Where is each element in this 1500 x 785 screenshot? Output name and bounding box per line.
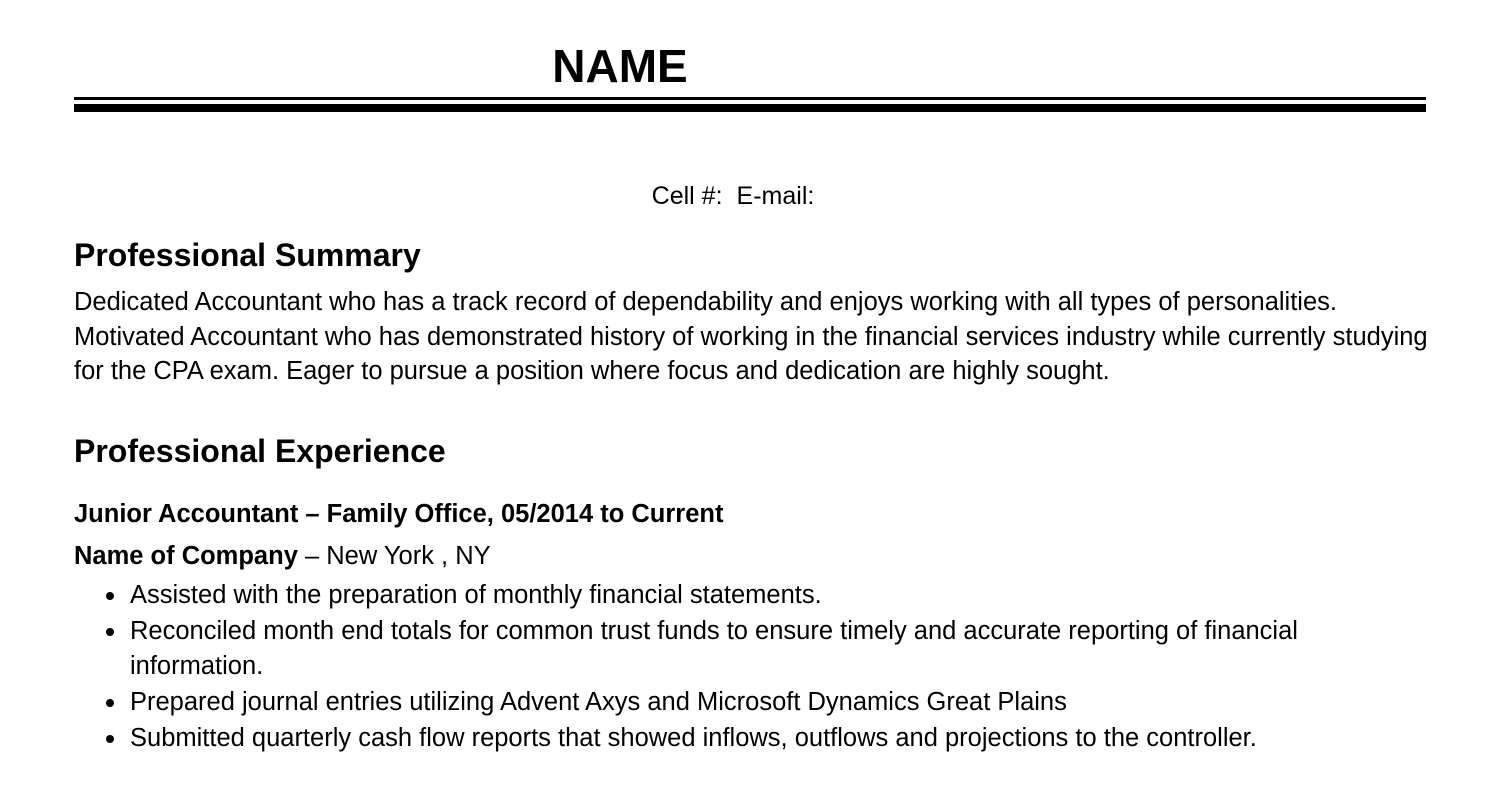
list-item: Assisted with the preparation of monthly financial statements. (130, 578, 1430, 613)
list-item: Reconciled month end totals for common trust funds to ensure timely and accurate reporting of financial information. (130, 614, 1430, 683)
list-item: Submitted quarterly cash flow reports that showed inflows, outflows and projections to the controller. (130, 721, 1430, 756)
company-name: Name of Company (74, 542, 298, 570)
job-bullets (74, 578, 1430, 757)
summary-text: Dedicated Accountant who has a track record of dependability and enjoys working with all types of personalities. Motivated Accountant who has demonstrated history of working in the financial services industry while currently studying for the CPA exam. Eager to pursue a position where focus and dedication are highly sought. (74, 288, 1428, 385)
company-location: – New York , NY (297, 542, 491, 570)
contact-line (0, 181, 1466, 211)
resume-name: NAME (552, 40, 688, 92)
cell-label: Cell #: (651, 182, 723, 210)
job-company-line (74, 541, 491, 571)
summary-heading: Professional Summary (74, 237, 421, 273)
list-item: Prepared journal entries utilizing Advent Axys and Microsoft Dynamics Great Plains (130, 685, 1430, 720)
header-divider-thick (74, 104, 1426, 112)
job-title: Junior Accountant – Family Office, 05/2014 to Current (74, 500, 724, 528)
header-divider-thin (74, 97, 1426, 100)
email-label: E-mail: (736, 182, 815, 210)
experience-heading: Professional Experience (74, 433, 446, 469)
